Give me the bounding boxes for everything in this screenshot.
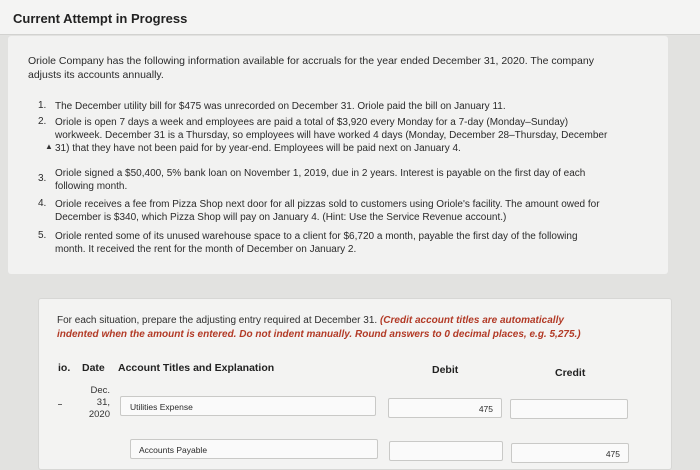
item-line: Oriole receives a fee from Pizza Shop next door for all pizzas sold to customers using Oriole's facility. The amount owed for: [55, 199, 600, 210]
item-line: 31) that they have not been paid for by year-end. Employees will be paid next on January 4.: [55, 143, 461, 154]
instruction-emphasis: (Credit account titles are automatically: [377, 315, 564, 326]
list-item: [55, 230, 578, 256]
list-item: [55, 116, 607, 155]
instruction-emphasis: indented when the amount is entered. Do not indent manually. Round answers to 0 decimal places, e.g. 5,275.): [57, 329, 581, 340]
date-cell: [80, 385, 110, 421]
date-month: Dec.: [90, 385, 110, 396]
cursor-marker-icon: ▲: [45, 142, 53, 151]
list-item: [55, 100, 506, 113]
account-title-value: Utilities Expense: [130, 402, 193, 412]
item-line: December is $340, which Pizza Shop will pay on January 4. (Hint: Use the Service Revenue account.): [55, 212, 507, 223]
item-line: Oriole signed a $50,400, 5% bank loan on November 1, 2019, due in 2 years. Interest is payable on the first day of each: [55, 168, 586, 179]
instruction-text: For each situation, prepare the adjusting entry required at December 31.: [57, 315, 378, 326]
list-item: [55, 167, 585, 193]
credit-input[interactable]: [510, 399, 628, 419]
item-line: month. It received the rent for the month of December on January 2.: [55, 244, 357, 255]
credit-input[interactable]: [511, 443, 629, 463]
account-title-input[interactable]: [120, 396, 376, 416]
date-day: 31,: [96, 397, 110, 408]
date-year: 2020: [88, 409, 110, 420]
item-number: 2.: [38, 116, 47, 127]
column-header-date: Date: [82, 362, 105, 374]
column-header-no: io.: [58, 362, 71, 374]
item-number: 3.: [38, 173, 47, 184]
item-number: 1.: [38, 100, 47, 111]
debit-input[interactable]: [389, 441, 503, 461]
list-item: [55, 198, 600, 224]
page-title: Current Attempt in Progress: [13, 11, 188, 26]
answer-instructions: [57, 314, 637, 342]
intro-line: Oriole Company has the following information available for accruals for the year ended December 31, 2020. The company: [28, 55, 594, 67]
page-header: [0, 0, 700, 35]
account-title-value: Accounts Payable: [139, 445, 208, 455]
item-line: workweek. December 31 is a Thursday, so employees will have worked 4 days (Monday, December 28–Thursday, December: [55, 130, 608, 141]
account-title-input[interactable]: [130, 439, 378, 459]
problem-intro: [28, 54, 648, 82]
intro-line: adjusts its accounts annually.: [28, 69, 164, 81]
column-header-credit: Credit: [555, 367, 586, 379]
debit-value: 475: [478, 404, 493, 414]
row-marker: [58, 404, 62, 405]
column-header-account: Account Titles and Explanation: [118, 362, 275, 374]
item-line: Oriole is open 7 days a week and employees are paid a total of $3,920 every Monday for a 7-day (Monday–Sunday): [55, 117, 569, 128]
credit-value: 475: [605, 449, 620, 459]
debit-input[interactable]: [388, 398, 502, 418]
item-number: 5.: [38, 230, 47, 241]
column-header-debit: Debit: [432, 364, 459, 376]
item-line: The December utility bill for $475 was unrecorded on December 31. Oriole paid the bill on January 11.: [55, 101, 506, 112]
item-line: following month.: [55, 181, 128, 192]
item-number: 4.: [38, 198, 47, 209]
item-line: Oriole rented some of its unused warehouse space to a client for $6,720 a month, payable the first day of the following: [55, 231, 578, 242]
